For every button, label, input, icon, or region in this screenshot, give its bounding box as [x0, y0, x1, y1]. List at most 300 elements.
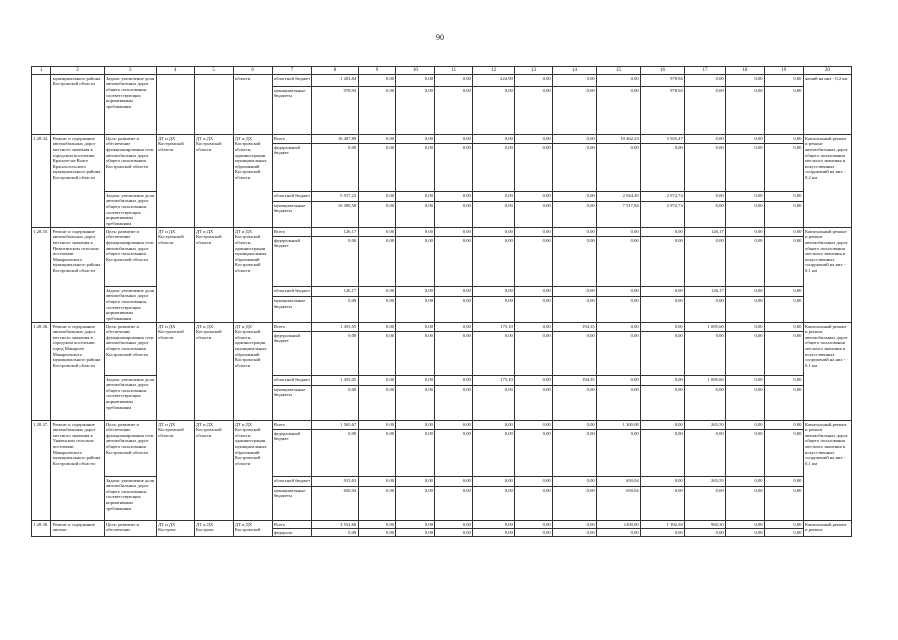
amount-cell: 0,00: [312, 386, 358, 421]
table-row: [32, 287, 852, 297]
amount-cell: 0,00: [473, 135, 515, 144]
amount-cell: 0,00: [515, 521, 553, 529]
result-cell: Капитальный ремонт и ремонт автомобильных дорог общего пользования местного значения и искусственных сооружений на них - 0,2 км: [803, 135, 851, 228]
amount-cell: 0,00: [473, 430, 515, 477]
amount-cell: 5 945,47: [641, 135, 685, 144]
funding-source-cell: областной бюджет: [272, 477, 312, 487]
amount-cell: 175,10: [473, 323, 515, 332]
column-number: 4: [156, 67, 194, 75]
recipient-cell: ДТ и ДХ Костромской области, администрации муниципальных образований Костромской области: [233, 323, 272, 421]
amount-cell: 1 455,05: [312, 323, 358, 332]
amount-cell: 0,00: [515, 135, 553, 144]
amount-cell: 126,17: [685, 228, 726, 237]
task-cell: Задача: увеличение доли автомобильных дорог общего пользования, соответствующих нормативным требованиям: [104, 376, 156, 421]
amount-cell: 0,00: [435, 135, 473, 144]
amount-cell: 0,00: [358, 144, 396, 192]
budget-table: [31, 66, 852, 537]
column-number: 17: [685, 67, 726, 75]
amount-cell: 0,00: [358, 521, 396, 529]
amount-cell: 0,00: [764, 521, 803, 529]
amount-cell: 0,00: [685, 529, 726, 537]
amount-cell: 0,00: [358, 192, 396, 202]
amount-cell: 0,00: [515, 297, 553, 323]
amount-cell: 0,00: [396, 521, 435, 529]
recipient-cell: ДТ и ДХ Костромской: [233, 521, 272, 537]
funding-source-cell: муниципальные бюджеты: [272, 487, 312, 521]
amount-cell: 0,00: [552, 487, 596, 521]
row-id-cell: 1.28.38.: [32, 521, 51, 537]
column-number: 5: [194, 67, 233, 75]
amount-cell: 0,00: [435, 287, 473, 297]
table-row: [32, 477, 852, 487]
amount-cell: 0,00: [358, 237, 396, 287]
amount-cell: 0,00: [396, 192, 435, 202]
amount-cell: 0,00: [515, 144, 553, 192]
table-row: [32, 75, 852, 87]
event-name-cell: Ремонт и содержание автомобильных дорог местного значения в городском поселении Красное-на-Волге Красносельского муниципального района Костромской области: [51, 135, 104, 228]
column-number: 13: [515, 67, 553, 75]
amount-cell: 0,00: [515, 228, 553, 237]
amount-cell: 0,00: [358, 477, 396, 487]
amount-cell: 1 085,60: [685, 323, 726, 332]
amount-cell: 0,00: [396, 87, 435, 135]
goal-task-cell: Задача: увеличение доли автомобильных дорог общего пользования, соответствующих нормативным требованиям: [104, 75, 156, 135]
funding-source-cell: муниципальные бюджеты: [272, 386, 312, 421]
recipient-cell: области: [233, 75, 272, 135]
event-name-cell: муниципального района Костромской области: [51, 75, 104, 135]
amount-cell: 0,00: [312, 297, 358, 323]
column-number: 19: [764, 67, 803, 75]
amount-cell: 10 490,58: [312, 202, 358, 228]
column-number: 10: [396, 67, 435, 75]
amount-cell: 0,00: [473, 202, 515, 228]
responsible-cell: ДТ и ДХ Костромской области: [156, 135, 194, 228]
amount-cell: 0,00: [435, 521, 473, 529]
amount-cell: 0,00: [685, 297, 726, 323]
amount-cell: 0,00: [358, 228, 396, 237]
amount-cell: 0,00: [764, 202, 803, 228]
amount-cell: 0,00: [435, 87, 473, 135]
funding-source-cell: муниципальные бюджеты: [272, 87, 312, 135]
table-row: [32, 228, 852, 237]
amount-cell: 0,00: [396, 135, 435, 144]
amount-cell: 0,00: [597, 75, 641, 87]
amount-cell: 0,00: [725, 332, 764, 376]
amount-cell: 0,00: [396, 237, 435, 287]
amount-cell: 0,00: [641, 228, 685, 237]
amount-cell: 0,00: [685, 237, 726, 287]
amount-cell: 0,00: [435, 75, 473, 87]
amount-cell: 0,00: [312, 430, 358, 477]
amount-cell: 0,00: [435, 487, 473, 521]
amount-cell: 7 517,84: [597, 202, 641, 228]
amount-cell: 0,00: [552, 202, 596, 228]
amount-cell: 0,00: [641, 144, 685, 192]
amount-cell: 0,00: [396, 75, 435, 87]
amount-cell: 0,00: [473, 521, 515, 529]
amount-cell: 0,00: [435, 386, 473, 421]
amount-cell: 0,00: [358, 135, 396, 144]
coexecutor-cell: ДТ и ДХ Костромской области: [194, 421, 233, 521]
amount-cell: 0,00: [435, 144, 473, 192]
amount-cell: 0,00: [358, 487, 396, 521]
column-number: 20: [803, 67, 851, 75]
amount-cell: 0,00: [515, 477, 553, 487]
amount-cell: 0,00: [396, 287, 435, 297]
row-id-cell: 1.28.37.: [32, 421, 51, 521]
amount-cell: 0,00: [515, 430, 553, 477]
goal-cell: Цель: развитие и обеспечение функционирования сети автомобильных дорог общего пользования Костромской области: [104, 421, 156, 477]
amount-cell: 0,00: [396, 144, 435, 192]
amount-cell: 0,00: [597, 87, 641, 135]
event-name-cell: Ремонт и содержание автомобильных дорог местного значения в Унженском сельском поселении Макарьевского муниципального района Костромской области: [51, 421, 104, 521]
amount-cell: 2 972,74: [641, 192, 685, 202]
amount-cell: 0,00: [725, 421, 764, 430]
amount-cell: 0,00: [764, 237, 803, 287]
amount-cell: 0,00: [685, 202, 726, 228]
task-cell: Задача: увеличение доли автомобильных дорог общего пользования, соответствующих нормативным требованиям: [104, 287, 156, 323]
amount-cell: 0,00: [515, 75, 553, 87]
amount-cell: 0,00: [641, 430, 685, 477]
funding-source-cell: областной бюджет: [272, 376, 312, 386]
amount-cell: 0,00: [552, 430, 596, 477]
amount-cell: 0,00: [725, 521, 764, 529]
column-number: 16: [641, 67, 685, 75]
amount-cell: 224,90: [473, 75, 515, 87]
amount-cell: 0,00: [641, 297, 685, 323]
funding-source-cell: областной бюджет: [272, 75, 312, 87]
amount-cell: 0,00: [435, 421, 473, 430]
amount-cell: 1200,00: [597, 521, 641, 529]
amount-cell: 0,00: [597, 287, 641, 297]
amount-cell: 0,00: [312, 332, 358, 376]
column-number: 9: [358, 67, 396, 75]
amount-cell: 0,00: [515, 386, 553, 421]
recipient-cell: ДТ и ДХ Костромской области, администрации муниципальных образований Костромской области: [233, 421, 272, 521]
column-number: 3: [104, 67, 156, 75]
amount-cell: 0,00: [515, 323, 553, 332]
amount-cell: 0,00: [515, 529, 553, 537]
amount-cell: 0,00: [552, 332, 596, 376]
amount-cell: 0,00: [764, 332, 803, 376]
amount-cell: 5 917,23: [312, 192, 358, 202]
amount-cell: 0,00: [515, 192, 553, 202]
amount-cell: 0,00: [435, 228, 473, 237]
amount-cell: 0,00: [725, 87, 764, 135]
amount-cell: 0,00: [725, 75, 764, 87]
amount-cell: 978,94: [641, 75, 685, 87]
amount-cell: 0,00: [764, 386, 803, 421]
amount-cell: 0,00: [473, 421, 515, 430]
amount-cell: 0,00: [764, 487, 803, 521]
amount-cell: 10 462,23: [597, 135, 641, 144]
header-row: [32, 67, 852, 75]
funding-source-cell: федеральный бюджет: [272, 237, 312, 287]
table-row: [32, 135, 852, 144]
funding-source-cell: федеральный бюджет: [272, 332, 312, 376]
amount-cell: 175,10: [473, 376, 515, 386]
amount-cell: 126,17: [685, 287, 726, 297]
amount-cell: 0,00: [764, 430, 803, 477]
amount-cell: 0,00: [473, 529, 515, 537]
amount-cell: 0,00: [685, 386, 726, 421]
funding-source-cell: Всего: [272, 421, 312, 430]
result-cell: Капитальный ремонт и ремонт автомобильных дорог общего пользования местного значения и искусственных сооружений на них - 0,1 км: [803, 421, 851, 521]
amount-cell: 0,00: [358, 430, 396, 477]
amount-cell: 1 203,84: [312, 75, 358, 87]
goal-cell: Цель: развитие и обеспечение: [104, 521, 156, 537]
task-cell: Задача: увеличение доли автомобильных дорог общего пользования, соответствующих нормативным требованиям: [104, 477, 156, 521]
amount-cell: 0,00: [358, 202, 396, 228]
amount-cell: 0,00: [396, 228, 435, 237]
amount-cell: 0,00: [764, 323, 803, 332]
amount-cell: 3 552,60: [312, 521, 358, 529]
amount-cell: 0,00: [396, 430, 435, 477]
row-id-cell: 1.28.36.: [32, 323, 51, 421]
amount-cell: 0,00: [764, 477, 803, 487]
amount-cell: 0,00: [641, 477, 685, 487]
amount-cell: 0,00: [473, 477, 515, 487]
amount-cell: 0,00: [396, 487, 435, 521]
amount-cell: 0,00: [552, 135, 596, 144]
event-name-cell: Ремонт и содержание автомобильных дорог местного значения в Нежитинском сельском поселении Макарьевского муниципального района Костромской области: [51, 228, 104, 323]
amount-cell: 0,00: [435, 430, 473, 477]
amount-cell: 0,00: [764, 376, 803, 386]
amount-cell: 0,00: [552, 529, 596, 537]
funding-source-cell: муниципальные бюджеты: [272, 297, 312, 323]
amount-cell: 0,00: [435, 332, 473, 376]
table-row: [32, 421, 852, 430]
amount-cell: 0,00: [552, 421, 596, 430]
funding-source-cell: Всего: [272, 228, 312, 237]
amount-cell: 0,00: [396, 202, 435, 228]
amount-cell: 0,00: [725, 297, 764, 323]
result-cell: жений на них - 0,2 км: [803, 75, 851, 135]
amount-cell: 0,00: [725, 237, 764, 287]
amount-cell: 126,17: [312, 287, 358, 297]
amount-cell: 0,00: [764, 297, 803, 323]
amount-cell: 0,00: [552, 477, 596, 487]
amount-cell: 0,00: [685, 144, 726, 192]
amount-cell: 0,00: [358, 87, 396, 135]
amount-cell: 1 085,60: [685, 376, 726, 386]
amount-cell: 0,00: [473, 228, 515, 237]
amount-cell: 0,00: [764, 228, 803, 237]
amount-cell: 16 407,80: [312, 135, 358, 144]
amount-cell: 0,00: [597, 237, 641, 287]
amount-cell: 0,00: [435, 477, 473, 487]
funding-source-cell: Всего: [272, 521, 312, 529]
amount-cell: 0,00: [685, 87, 726, 135]
column-number: 11: [435, 67, 473, 75]
amount-cell: 0,00: [641, 529, 685, 537]
amount-cell: 0,00: [312, 237, 358, 287]
amount-cell: 0,00: [597, 228, 641, 237]
amount-cell: 0,00: [552, 237, 596, 287]
task-cell: Задача: увеличение доли автомобильных дорог общего пользования, соответствующих нормативным требованиям: [104, 192, 156, 228]
amount-cell: 0,00: [312, 529, 358, 537]
amount-cell: 1 300,08: [597, 421, 641, 430]
amount-cell: 0,00: [685, 135, 726, 144]
amount-cell: 650,04: [597, 487, 641, 521]
amount-cell: 0,00: [552, 144, 596, 192]
amount-cell: 0,00: [685, 430, 726, 477]
amount-cell: 0,00: [435, 323, 473, 332]
amount-cell: 0,00: [358, 297, 396, 323]
table-row: [32, 521, 852, 529]
amount-cell: 0,00: [435, 376, 473, 386]
amount-cell: 1 455,05: [312, 376, 358, 386]
column-number: 7: [272, 67, 312, 75]
amount-cell: 0,00: [473, 192, 515, 202]
goal-cell: Цель: развитие и обеспечение функционирования сети автомобильных дорог общего пользования Костромской области: [104, 135, 156, 192]
amount-cell: 265,59: [685, 421, 726, 430]
amount-cell: 0,00: [552, 386, 596, 421]
funding-source-cell: федеральный бюджет: [272, 430, 312, 477]
amount-cell: 0,00: [358, 421, 396, 430]
amount-cell: 0,00: [641, 487, 685, 521]
amount-cell: 0,00: [641, 386, 685, 421]
amount-cell: 0,00: [358, 332, 396, 376]
funding-source-cell: областной бюджет: [272, 287, 312, 297]
amount-cell: 0,00: [473, 487, 515, 521]
column-number: 6: [233, 67, 272, 75]
amount-cell: 0,00: [396, 297, 435, 323]
funding-source-cell: Всего: [272, 323, 312, 332]
column-number: 14: [552, 67, 596, 75]
amount-cell: 0,00: [552, 87, 596, 135]
amount-cell: 0,00: [312, 144, 358, 192]
amount-cell: 978,94: [641, 87, 685, 135]
amount-cell: 0,00: [552, 75, 596, 87]
row-id-cell: [32, 75, 51, 135]
amount-cell: 0,00: [641, 323, 685, 332]
amount-cell: 0,00: [764, 192, 803, 202]
amount-cell: 2 944,49: [597, 192, 641, 202]
amount-cell: 0,00: [358, 75, 396, 87]
column-number: 15: [597, 67, 641, 75]
amount-cell: 0,00: [685, 192, 726, 202]
column-number: 12: [473, 67, 515, 75]
amount-cell: 0,00: [515, 376, 553, 386]
amount-cell: 0,00: [473, 287, 515, 297]
amount-cell: 0,00: [725, 228, 764, 237]
event-name-cell: Ремонт и содержание автомобильных дорог местного значения в городском поселении город Макарьев Макарьевского муниципального района Костромской области: [51, 323, 104, 421]
responsible-cell: ДТ и ДХ Костром-: [156, 521, 194, 537]
amount-cell: 265,59: [685, 477, 726, 487]
amount-cell: 0,00: [685, 75, 726, 87]
amount-cell: 0,00: [435, 237, 473, 287]
responsible-cell: ДТ и ДХ Костромской области: [156, 228, 194, 323]
amount-cell: 0,00: [641, 421, 685, 430]
funding-source-cell: муниципальные бюджеты: [272, 202, 312, 228]
amount-cell: 0,00: [396, 529, 435, 537]
amount-cell: 0,00: [552, 287, 596, 297]
amount-cell: 0,00: [764, 87, 803, 135]
table-row: [32, 192, 852, 202]
goal-cell: Цель: развитие и обеспечение функционирования сети автомобильных дорог общего пользования Костромской области: [104, 323, 156, 376]
amount-cell: 0,00: [435, 192, 473, 202]
amount-cell: 0,00: [685, 332, 726, 376]
coexecutor-cell: ДТ и ДХ Костромской области: [194, 135, 233, 228]
amount-cell: 0,00: [641, 237, 685, 287]
amount-cell: 2 972,74: [641, 202, 685, 228]
funding-source-cell: федеральный бюджет: [272, 144, 312, 192]
amount-cell: 0,00: [358, 386, 396, 421]
amount-cell: 0,00: [515, 202, 553, 228]
recipient-cell: ДТ и ДХ Костромской области, администрации муниципальных образований Костромской области: [233, 135, 272, 228]
amount-cell: 0,00: [725, 144, 764, 192]
amount-cell: 0,00: [358, 287, 396, 297]
amount-cell: 194,35: [552, 376, 596, 386]
amount-cell: 0,00: [725, 487, 764, 521]
amount-cell: 0,00: [473, 297, 515, 323]
amount-cell: 0,00: [396, 376, 435, 386]
amount-cell: 0,00: [358, 323, 396, 332]
amount-cell: 0,00: [597, 332, 641, 376]
amount-cell: 0,00: [597, 144, 641, 192]
amount-cell: 0,00: [552, 192, 596, 202]
amount-cell: 1 565,67: [312, 421, 358, 430]
result-cell: Капитальный ремонт и ремонт: [803, 521, 851, 537]
column-number: 8: [312, 67, 358, 75]
page-number: 90: [436, 33, 444, 42]
amount-cell: 0,00: [358, 529, 396, 537]
amount-cell: 126,17: [312, 228, 358, 237]
amount-cell: 0,00: [725, 287, 764, 297]
amount-cell: 0,00: [552, 297, 596, 323]
column-number: 2: [51, 67, 104, 75]
funding-source-cell: областной бюджет: [272, 192, 312, 202]
amount-cell: 0,00: [725, 323, 764, 332]
amount-cell: 0,00: [685, 487, 726, 521]
amount-cell: 650,04: [597, 477, 641, 487]
amount-cell: 0,00: [641, 332, 685, 376]
amount-cell: 978,94: [312, 87, 358, 135]
coexecutor-cell: [194, 75, 233, 135]
amount-cell: 0,00: [473, 386, 515, 421]
amount-cell: 0,00: [473, 144, 515, 192]
coexecutor-cell: ДТ и ДХ Костром-: [194, 521, 233, 537]
amount-cell: 0,00: [515, 287, 553, 297]
event-name-cell: Ремонт и содержание автомо-: [51, 521, 104, 537]
responsible-cell: ДТ и ДХ Костромской области: [156, 421, 194, 521]
amount-cell: 0,00: [725, 192, 764, 202]
table-row: [32, 376, 852, 386]
amount-cell: 0,00: [725, 430, 764, 477]
funding-source-cell: федераль-: [272, 529, 312, 537]
amount-cell: 0,00: [641, 376, 685, 386]
amount-cell: 0,00: [764, 287, 803, 297]
amount-cell: 0,00: [725, 202, 764, 228]
amount-cell: 0,00: [764, 75, 803, 87]
amount-cell: 0,00: [725, 376, 764, 386]
column-number: 1: [32, 67, 51, 75]
amount-cell: 0,00: [396, 323, 435, 332]
amount-cell: 0,00: [473, 87, 515, 135]
amount-cell: 0,00: [435, 529, 473, 537]
amount-cell: 0,00: [396, 477, 435, 487]
amount-cell: 0,00: [515, 421, 553, 430]
amount-cell: 0,00: [358, 376, 396, 386]
result-cell: Капитальный ремонт и ремонт автомобильных дорог общего пользования местного значения и искусственных сооружений на них - 0,1 км: [803, 228, 851, 323]
result-cell: Капитальный ремонт и ремонт автомобильных дорог общего пользования местного значения и искусственных сооружений на них - 0,1 км: [803, 323, 851, 421]
amount-cell: 0,00: [597, 386, 641, 421]
amount-cell: 0,00: [473, 237, 515, 287]
amount-cell: 960,30: [685, 521, 726, 529]
amount-cell: 0,00: [552, 521, 596, 529]
recipient-cell: ДТ и ДХ Костромской области, администрации муниципальных образований Костромской области: [233, 228, 272, 323]
